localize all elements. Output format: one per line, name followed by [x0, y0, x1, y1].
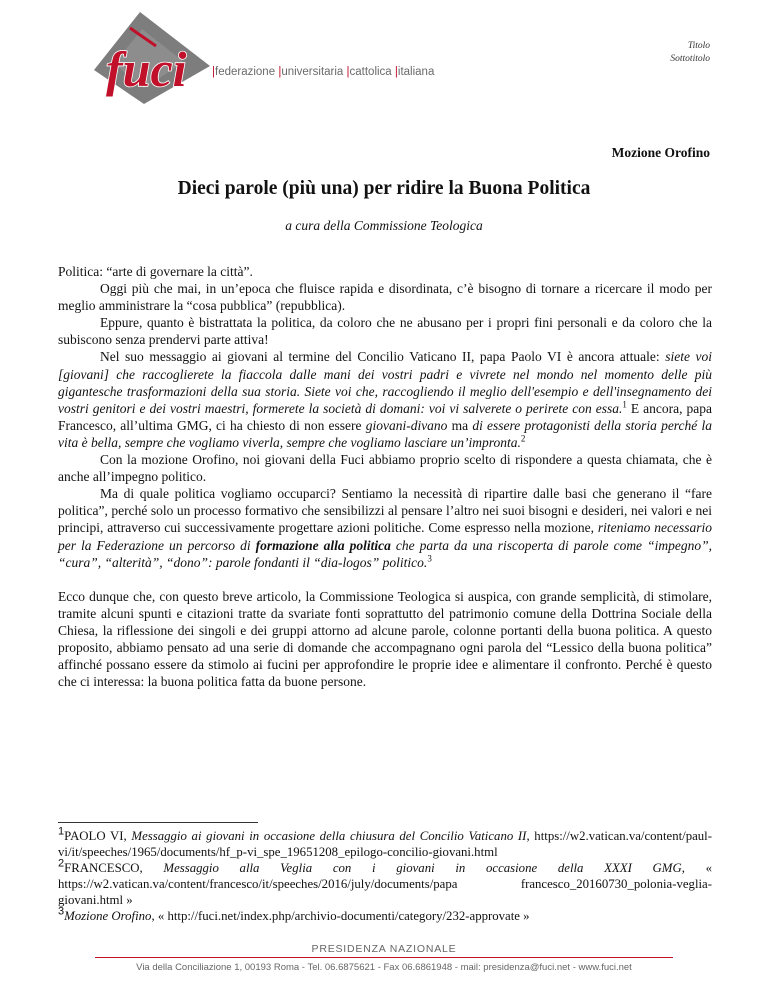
- header-title-placeholder: Titolo: [687, 41, 710, 51]
- federation-word: universitaria: [281, 66, 344, 78]
- quote-motion: riteniamo necessario per la Federazione un percorso di: [58, 520, 712, 553]
- fuci-logo: [88, 10, 218, 105]
- quote-motion: che parta da una riscoperta di parole come “impegno”, “cura”, “alterità”, “dono”: parole fondanti il “dia-logos” politico.: [58, 537, 712, 570]
- motion-label: Mozione Orofino: [611, 145, 710, 160]
- federation-word: italiana: [397, 66, 435, 78]
- footnote-divider: [58, 822, 258, 823]
- footnote-author: FRANCESCO,: [64, 861, 164, 875]
- footnote-number: 1: [58, 825, 65, 838]
- federation-word: cattolica: [349, 66, 392, 78]
- footnote: [58, 857, 712, 908]
- paragraph-text: Ma di quale politica vogliamo occuparci? Sentiamo la necessità di ripartire dalle basi che generano il “fare politica”, perché solo un processo formativo che sensibilizzi al pensare l’altro nei suoi bisogni e desideri, nei valori e nei principi, attraverso cui successivamente progettare azioni politiche. Come espresso nella mozione,: [58, 486, 712, 536]
- footnote-work: Mozione Orofino: [64, 909, 152, 923]
- paragraph: Oggi più che mai, in un’epoca che fluisce rapida e disordinata, c’è bisogno di tornare a ricercare il modo per meglio amministrare la “cosa pubblica” (repubblica).: [58, 281, 712, 314]
- emphasis-term: formazione alla politica: [255, 537, 391, 553]
- footnote-ref[interactable]: 2: [520, 433, 526, 444]
- header-meta: [670, 40, 710, 66]
- footnote-work: Messaggio ai giovani in occasione della chiusura del Concilio Vaticano II: [131, 829, 527, 843]
- footer-divider: [95, 957, 673, 958]
- footnote-author: PAOLO VI,: [64, 829, 132, 843]
- federation-word: federazione: [215, 66, 276, 78]
- header-subtitle-placeholder: Sottotitolo: [670, 54, 710, 64]
- footnote-ref[interactable]: 1: [622, 399, 627, 410]
- footnote-link[interactable]: , « http://fuci.net/index.php/archivio-documenti/category/232-approvate »: [151, 909, 530, 923]
- footnote: [58, 825, 712, 860]
- article-body: [58, 263, 712, 690]
- document-title: Dieci parole (più una) per ridire la Buona Politica: [177, 178, 591, 199]
- footnote-work: Messaggio alla Veglia con i giovani in occasione della XXXI GMG: [163, 861, 682, 875]
- paragraph: [58, 485, 712, 570]
- footnote-number: 3: [58, 905, 65, 918]
- paragraph: Con la mozione Orofino, noi giovani della Fuci abbiamo proprio scelto di rispondere a questa chiamata, che è anche all’impegno politico.: [58, 452, 712, 485]
- footnote-link[interactable]: , https://w2.vatican.va/content/paul-vi/it/speeches/1965/documents/hf_p-vi_spe_19651208_epilogo-concilio-giovani.html: [58, 829, 712, 859]
- paragraph-text: E ancora, papa Francesco, all’ultima GMG, ci ha chiesto di non essere: [58, 400, 713, 433]
- paragraph-text: Nel suo messaggio ai giovani al termine del Concilio Vaticano II, papa Paolo VI è ancora attuale:: [100, 349, 666, 365]
- quote-francesco: di essere protagonisti della storia perché la vita è bella, sempre che vogliamo viverla, sempre che vogliamo lasciare un’impronta.: [58, 417, 712, 450]
- paragraph: Politica: “arte di governare la città”.: [58, 264, 253, 279]
- paragraph: [58, 348, 712, 451]
- footer-title: PRESIDENZA NAZIONALE: [311, 943, 457, 955]
- footnote-link[interactable]: , « https://w2.vatican.va/content/francesco/it/speeches/2016/july/documents/papa francesco_20160730_polonia-veglia-giovani.html »: [58, 861, 712, 907]
- quote-term: giovani-divano: [365, 417, 448, 433]
- paragraph: Eppure, quanto è bistrattata la politica, da coloro che ne abusano per i propri fini personali e da coloro che la subiscono senza prendervi parte attiva!: [58, 315, 712, 348]
- footnotes: [58, 825, 712, 924]
- document-subtitle: a cura della Commissione Teologica: [285, 218, 483, 233]
- footnote-number: 2: [58, 857, 65, 870]
- logo-wordmark: fuci: [106, 41, 187, 97]
- footnote-ref[interactable]: 3: [427, 553, 432, 564]
- quote-paul-vi: siete voi [giovani] che raccoglierete la fiaccola dalle mani dei vostri padri e vivrete nel mondo nel momento delle più gigantesche trasformazioni della sua storia. Siete voi che, raccogliendo il meglio dell'esempio e dell'insegnamento dei vostri genitori e dei vostri maestri, formerete la società di domani: voi vi salverete o perirete con essa.: [58, 349, 712, 416]
- federation-name: |federazione |universitaria |cattolica |italiana: [212, 66, 435, 78]
- paragraph: Ecco dunque che, con questo breve articolo, la Commissione Teologica si auspica, con grande semplicità, di stimolare, tramite alcuni spunti e citazioni tratte da svariate fonti soprattutto del patrimonio comune della Dottrina Sociale della Chiesa, la riflessione dei singoli e dei gruppi attorno ad alcune parole, colonne portanti della buona politica. A questo proposito, abbiamo pensato ad una serie di domande che accompagnano ogni parola del “Lessico della buona politica” affinché possano essere da stimolo ai fucini per approfondire le proprie idee e alimentare il confronto. Perché è questo che ci interessa: la buona politica fatta da buone persone.: [58, 588, 712, 690]
- footer-address: Via della Conciliazione 1, 00193 Roma - Tel. 06.6875621 - Fax 06.6861948 - mail: presidenza@fuci.net - www.fuci.net: [136, 962, 632, 973]
- paragraph-text: ma: [447, 417, 473, 433]
- footnote: [58, 905, 712, 924]
